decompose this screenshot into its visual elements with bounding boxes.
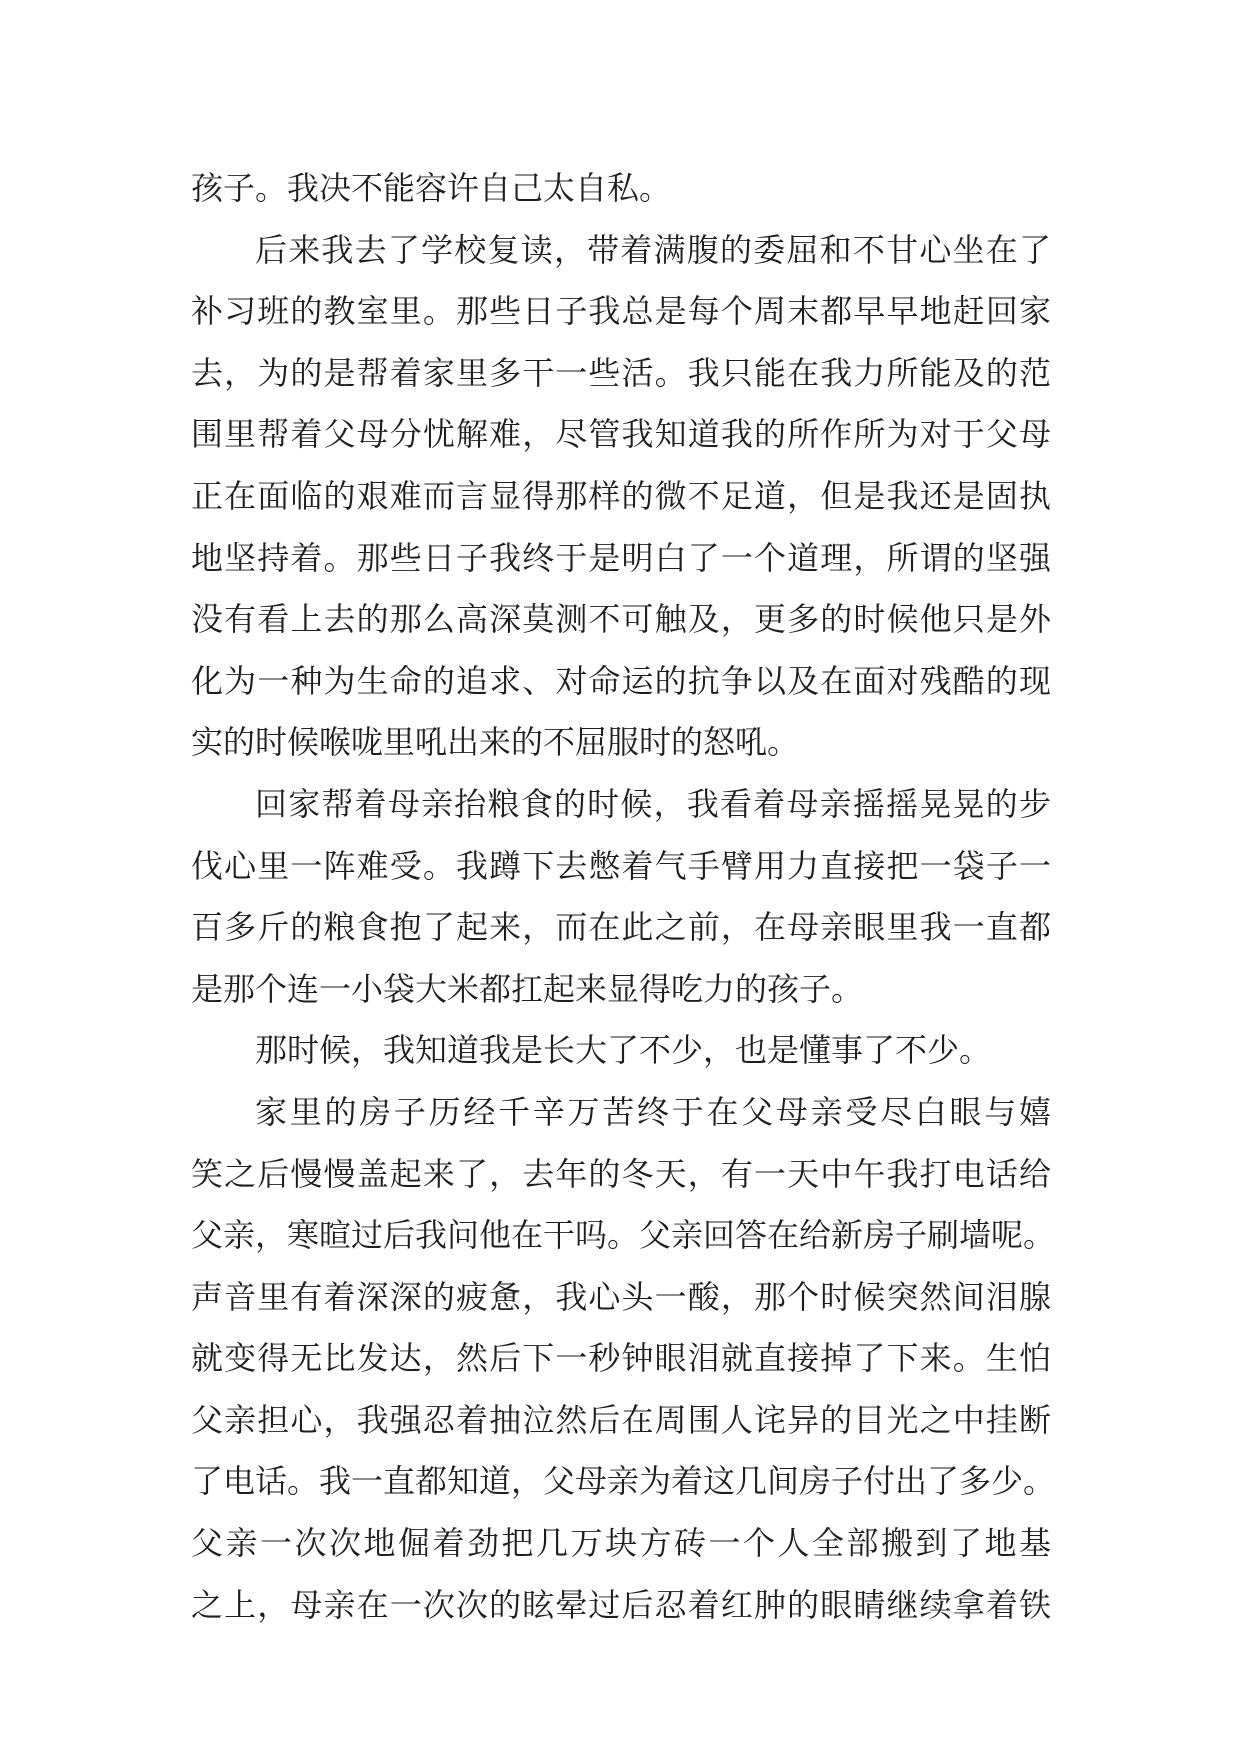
text-line: 补习班的教室里。那些日子我总是每个周末都早早地赶回家 xyxy=(191,292,1051,331)
text-line: 声音里有着深深的疲惫，我心头一酸，那个时候突然间泪腺 xyxy=(191,1277,1051,1316)
text-line: 回家帮着母亲抬粮食的时候，我看着母亲摇摇晃晃的步 xyxy=(255,784,1051,823)
text-line: 百多斤的粮食抱了起来，而在此之前，在母亲眼里我一直都 xyxy=(191,908,1051,947)
text-line: 之上，母亲在一次次的眩晕过后忍着红肿的眼睛继续拿着铁 xyxy=(191,1585,1051,1624)
text-line: 围里帮着父母分忧解难，尽管我知道我的所作所为对于父母 xyxy=(191,415,1051,454)
text-line: 伐心里一阵难受。我蹲下去憋着气手臂用力直接把一袋子一 xyxy=(191,846,1051,885)
text-line: 父亲，寒暄过后我问他在干吗。父亲回答在给新房子刷墙呢。 xyxy=(191,1216,1056,1255)
text-line: 实的时候喉咙里吼出来的不屈服时的怒吼。 xyxy=(191,723,800,762)
text-line: 了电话。我一直都知道，父母亲为着这几间房子付出了多少。 xyxy=(191,1462,1056,1501)
text-line: 地坚持着。那些日子我终于是明白了一个道理，所谓的坚强 xyxy=(191,538,1051,577)
text-line: 父亲担心，我强忍着抽泣然后在周围人诧异的目光之中挂断 xyxy=(191,1400,1051,1439)
text-line: 孩子。我决不能容许自己太自私。 xyxy=(191,169,672,207)
text-line: 去，为的是帮着家里多干一些活。我只能在我力所能及的范 xyxy=(191,353,1051,392)
text-line: 后来我去了学校复读，带着满腹的委屈和不甘心坐在了 xyxy=(255,230,1051,269)
text-line: 父亲一次次地倔着劲把几万块方砖一个人全部搬到了地基 xyxy=(191,1524,1051,1563)
text-line: 那时候，我知道我是长大了不少，也是懂事了不少。 xyxy=(255,1031,992,1070)
text-line: 正在面临的艰难而言显得那样的微不足道，但是我还是固执 xyxy=(191,476,1051,515)
text-line: 化为一种为生命的追求、对命运的抗争以及在面对残酷的现 xyxy=(191,661,1051,700)
text-line: 笑之后慢慢盖起来了，去年的冬天，有一天中午我打电话给 xyxy=(191,1154,1051,1193)
text-line: 没有看上去的那么高深莫测不可触及，更多的时候他只是外 xyxy=(191,600,1051,639)
text-line: 是那个连一小袋大米都扛起来显得吃力的孩子。 xyxy=(191,969,864,1008)
text-line: 家里的房子历经千辛万苦终于在父母亲受尽白眼与嬉 xyxy=(255,1092,1051,1131)
text-line: 就变得无比发达，然后下一秒钟眼泪就直接掉了下来。生怕 xyxy=(191,1339,1051,1378)
body-text xyxy=(191,158,1056,1636)
